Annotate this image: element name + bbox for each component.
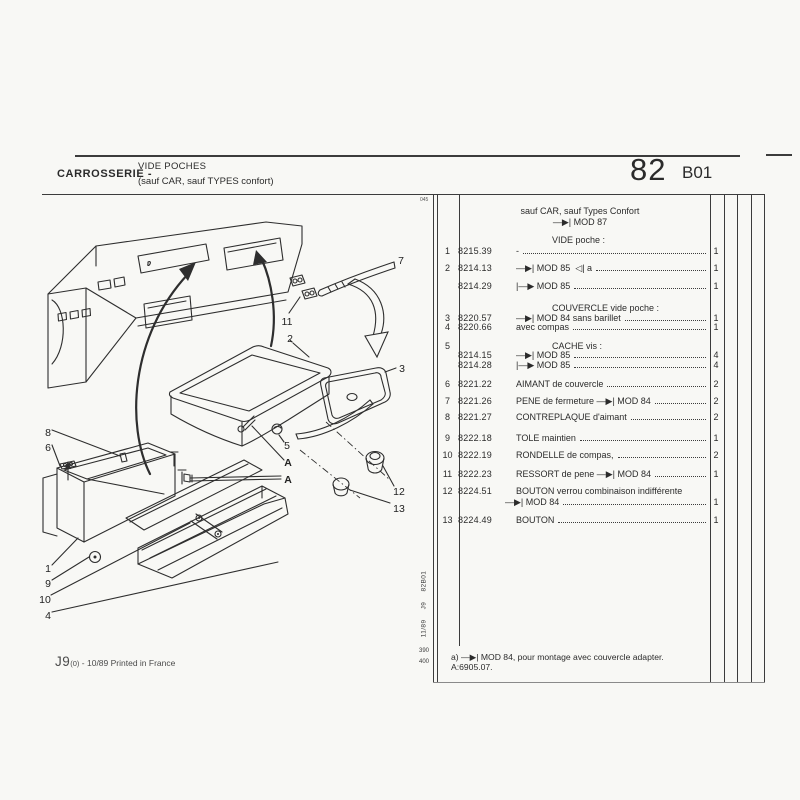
table-row bbox=[437, 264, 723, 274]
part-qty: 2 bbox=[713, 412, 719, 422]
row-number: 7 bbox=[444, 395, 450, 406]
part-ref: 8221.27 bbox=[458, 412, 492, 422]
callout-10: 10 bbox=[39, 594, 51, 606]
callout-8: 8 bbox=[45, 427, 51, 439]
part-ref: 8214.15 bbox=[458, 350, 492, 360]
row-number: 4 bbox=[444, 322, 450, 332]
row-number: 1 bbox=[444, 245, 450, 256]
footnote-line2: A:6905.07. bbox=[451, 662, 493, 672]
model-suffix: (0) bbox=[70, 659, 80, 668]
table-row bbox=[437, 470, 723, 480]
dotted-leader bbox=[625, 320, 706, 321]
part-desc: PENE de fermeture —▶| MOD 84 bbox=[516, 395, 651, 406]
part-ref: 8224.49 bbox=[458, 515, 492, 525]
part-ref: 8221.26 bbox=[458, 395, 492, 406]
footnote-line1: a) —▶| MOD 84, pour montage avec couvercle adapter. bbox=[451, 652, 664, 662]
spare-column-1 bbox=[737, 194, 738, 683]
ref-number-400: 400 bbox=[419, 659, 430, 665]
part-qty: 1 bbox=[713, 515, 719, 525]
callout-5: 5 bbox=[284, 440, 290, 452]
row-number: 2 bbox=[444, 263, 450, 273]
part-desc: —▶| MOD 85 bbox=[516, 350, 571, 360]
part-qty: 1 bbox=[713, 432, 719, 443]
part-qty: 2 bbox=[713, 450, 719, 460]
parts-diagram bbox=[38, 196, 438, 666]
part-qty: 1 bbox=[713, 280, 719, 291]
part-ref: 8215.39 bbox=[458, 245, 492, 256]
table-header-row bbox=[437, 218, 723, 228]
callout-4: 4 bbox=[45, 610, 51, 622]
callout-11: 11 bbox=[281, 316, 293, 328]
part-desc: BOUTON verrou combinaison indifférente bbox=[516, 486, 683, 496]
part-qty: 4 bbox=[713, 359, 719, 370]
row-number: 11 bbox=[442, 468, 453, 479]
part-desc: - bbox=[516, 245, 519, 256]
page-title: VIDE POCHES bbox=[138, 161, 207, 172]
dotted-leader bbox=[574, 357, 706, 358]
part-desc: RESSORT de pene —▶| MOD 84 bbox=[516, 468, 651, 479]
part-qty: 1 bbox=[713, 263, 719, 273]
part-ref: 8222.23 bbox=[458, 468, 492, 479]
part-desc: —▶| MOD 84 bbox=[505, 496, 560, 507]
callout-6: 6 bbox=[45, 442, 51, 454]
row-number: 13 bbox=[442, 515, 453, 525]
table-row bbox=[437, 397, 723, 407]
part-ref: 8214.29 bbox=[458, 280, 492, 291]
page-code: B01 bbox=[682, 163, 713, 182]
group-label: CACHE vis : bbox=[552, 340, 603, 351]
part-ref: 8214.28 bbox=[458, 359, 492, 370]
part-desc: BOUTON bbox=[516, 515, 555, 525]
dotted-leader bbox=[523, 253, 706, 254]
table-row bbox=[437, 380, 723, 390]
part-ref: 8222.19 bbox=[458, 450, 492, 460]
row-number: 5 bbox=[444, 340, 450, 351]
callout-2: 2 bbox=[287, 333, 293, 345]
row-number: 12 bbox=[442, 486, 453, 496]
part-qty: 1 bbox=[713, 245, 719, 256]
callout-1: 1 bbox=[45, 563, 51, 575]
dotted-leader bbox=[574, 288, 706, 289]
part-desc: |—▶ MOD 85 bbox=[516, 359, 571, 370]
part-desc: CONTREPLAQUE d'aimant bbox=[516, 412, 627, 422]
table-bottom-border bbox=[433, 682, 765, 683]
table-header-row bbox=[437, 207, 723, 217]
dotted-leader bbox=[607, 386, 706, 387]
table-row-continuation bbox=[437, 498, 723, 508]
part-desc: RONDELLE de compas, bbox=[516, 450, 614, 460]
table-group-row bbox=[437, 236, 723, 246]
section-title: CARROSSERIE - bbox=[57, 168, 153, 180]
footnote bbox=[451, 652, 664, 672]
dotted-leader bbox=[631, 419, 706, 420]
dotted-leader bbox=[655, 476, 706, 477]
model-code: J9 bbox=[55, 654, 71, 669]
part-desc: |—▶ MOD 85 bbox=[516, 280, 571, 291]
callout-13: 13 bbox=[393, 503, 405, 515]
table-row bbox=[437, 413, 723, 423]
part-ref: 8220.66 bbox=[458, 322, 492, 332]
part-desc: —▶| MOD 85 ◁| a bbox=[516, 263, 593, 273]
spare-column-2 bbox=[751, 194, 752, 683]
table-row bbox=[437, 361, 723, 371]
corner-code: 045 bbox=[420, 197, 429, 203]
part-ref: 8222.18 bbox=[458, 432, 492, 443]
table-row bbox=[437, 516, 723, 526]
dotted-leader bbox=[563, 504, 706, 505]
part-ref: 8224.51 bbox=[458, 486, 492, 496]
dotted-leader bbox=[558, 522, 706, 523]
callout-12: 12 bbox=[393, 486, 405, 498]
qty-column-right bbox=[724, 194, 725, 683]
dotted-leader bbox=[574, 367, 706, 368]
dotted-leader bbox=[596, 270, 706, 271]
callout-7: 7 bbox=[398, 255, 404, 267]
group-label: COUVERCLE vide poche : bbox=[552, 303, 660, 313]
part-qty: 2 bbox=[713, 379, 719, 389]
page-number: 82 bbox=[630, 152, 667, 187]
page-subtitle: (sauf CAR, sauf TYPES confort) bbox=[138, 176, 274, 187]
part-qty: 2 bbox=[713, 395, 719, 406]
row-number: 8 bbox=[444, 412, 450, 422]
part-qty: 1 bbox=[713, 496, 719, 507]
part-desc: —▶| MOD 84 sans barillet bbox=[516, 312, 621, 323]
vertical-print-code: 11/89 J9 82B01 bbox=[420, 570, 428, 638]
part-desc: avec compas bbox=[516, 322, 570, 332]
callout-a1: A bbox=[284, 457, 292, 469]
part-desc: AIMANT de couvercle bbox=[516, 379, 604, 389]
row-number: 10 bbox=[442, 450, 453, 460]
part-qty: 1 bbox=[713, 468, 719, 479]
part-desc: TOLE maintien bbox=[516, 432, 576, 443]
part-qty: 1 bbox=[713, 322, 719, 332]
parts-table bbox=[437, 196, 723, 526]
ref-number-390: 390 bbox=[419, 648, 430, 654]
callout-9: 9 bbox=[45, 578, 51, 590]
group-label: VIDE poche : bbox=[552, 235, 606, 245]
part-qty: 4 bbox=[713, 350, 719, 360]
table-right-border bbox=[764, 194, 765, 683]
table-row bbox=[437, 282, 723, 292]
row-number: 6 bbox=[444, 379, 450, 389]
table-row bbox=[437, 451, 723, 461]
dotted-leader bbox=[618, 457, 706, 458]
top-rule-dash bbox=[766, 154, 792, 156]
dotted-leader bbox=[573, 329, 706, 330]
callout-a2: A bbox=[284, 474, 292, 486]
part-ref: 8220.57 bbox=[458, 312, 492, 323]
callout-3: 3 bbox=[399, 363, 405, 375]
table-row bbox=[437, 323, 723, 333]
table-row bbox=[437, 487, 723, 497]
row-number: 9 bbox=[444, 432, 450, 443]
dotted-leader bbox=[580, 440, 706, 441]
table-row bbox=[437, 434, 723, 444]
dotted-leader bbox=[655, 403, 706, 404]
table-row bbox=[437, 247, 723, 257]
part-qty: 1 bbox=[713, 312, 719, 323]
part-ref: 8214.13 bbox=[458, 263, 492, 273]
row-number: 3 bbox=[444, 312, 450, 323]
table-header-text: sauf CAR, sauf Types Confort bbox=[520, 206, 640, 216]
print-info: - 10/89 Printed in France bbox=[79, 658, 176, 668]
mod-symbol: —▶| MOD 87 bbox=[552, 216, 608, 227]
part-ref: 8221.22 bbox=[458, 379, 492, 389]
